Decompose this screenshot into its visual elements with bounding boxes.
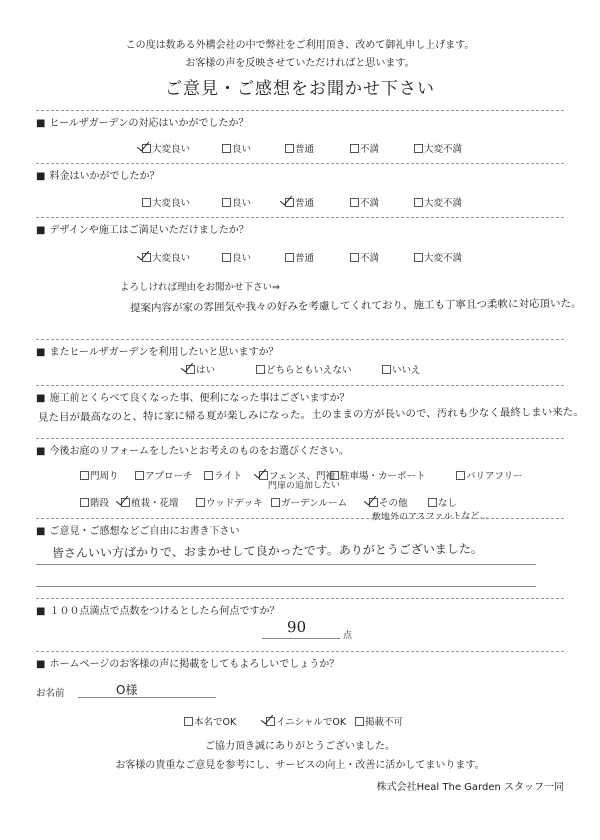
checkbox[interactable] — [135, 471, 144, 480]
checkbox-checked[interactable] — [142, 144, 151, 153]
checkbox[interactable] — [196, 498, 205, 507]
name-line — [78, 697, 216, 698]
q4-option-label: どちらともいえない — [266, 365, 352, 376]
q6-row1-option-0[interactable] — [80, 468, 119, 482]
q6-row1-option-4[interactable] — [330, 468, 426, 482]
q5-label: ■ 施工前とくらべて良くなった事、便利になった事はございますか？ — [36, 393, 350, 404]
q5-answer[interactable]: 見た目が最高なのと、特に家に帰る夏が楽しみになった。土のままの方が長いので、汚れも少なく最終しまい来た。 — [37, 406, 584, 424]
intro-line-2: お客様の声を反映させていただければと思います。 — [185, 58, 415, 69]
q4-option-2[interactable] — [382, 362, 421, 376]
checkbox-checked[interactable] — [121, 498, 130, 507]
section-rule — [36, 110, 564, 111]
q4-label: ■ またヒールザガーデンを利用したいと思いますか？ — [36, 347, 279, 358]
q1-option-0[interactable] — [142, 141, 190, 155]
q6-row2-option-3[interactable] — [271, 495, 347, 509]
q2-option-3[interactable] — [350, 195, 379, 209]
name-label: お名前 — [36, 688, 65, 699]
q4-option-label: はい — [196, 365, 216, 376]
checkbox[interactable] — [285, 144, 294, 153]
q1-option-label: 良い — [232, 144, 252, 155]
checkbox-checked[interactable] — [266, 717, 275, 726]
checkbox-checked[interactable] — [142, 253, 151, 262]
checkbox[interactable] — [355, 717, 364, 726]
q6-row2-option-2[interactable] — [196, 495, 263, 509]
q6-row2-option-0[interactable] — [80, 495, 109, 509]
q1-option-label: 不満 — [360, 144, 380, 155]
q9-option-label: 本名でOK — [194, 717, 237, 728]
checkbox[interactable] — [80, 471, 89, 480]
q6-row2-option-label: 植栽・花壇 — [131, 498, 179, 509]
q2-label: ■ 料金はいかがでしたか？ — [36, 171, 160, 182]
q6-row2-option-label: その他 — [379, 498, 408, 509]
checkbox[interactable] — [414, 198, 423, 207]
q3-option-2[interactable] — [285, 250, 314, 264]
q1-label: ■ ヒールザガーデンの対応はいかがでしたか？ — [36, 118, 249, 129]
checkbox[interactable] — [285, 253, 294, 262]
q2-option-1[interactable] — [222, 195, 251, 209]
q9-option-label: 掲載不可 — [365, 717, 404, 728]
checkbox-checked[interactable] — [259, 471, 268, 480]
section-rule — [36, 163, 564, 164]
q8-score[interactable]: 90 — [286, 617, 307, 637]
q2-option-label: 良い — [232, 198, 252, 209]
q9-option-0[interactable] — [184, 714, 236, 728]
q6-row2-option-label: ガーデンルーム — [281, 498, 348, 509]
q6-row2-option-4[interactable] — [369, 495, 408, 509]
checkbox[interactable] — [414, 144, 423, 153]
q6-row2-option-label: ウッドデッキ — [206, 498, 263, 509]
q3-option-4[interactable] — [414, 250, 462, 264]
checkbox[interactable] — [271, 498, 280, 507]
q6-row1-option-1[interactable] — [135, 468, 193, 482]
checkbox[interactable] — [350, 198, 359, 207]
section-rule — [36, 438, 564, 439]
q6-row2-option-label: なし — [438, 498, 458, 509]
checkbox[interactable] — [222, 144, 231, 153]
checkbox[interactable] — [222, 253, 231, 262]
section-rule — [36, 339, 564, 340]
q1-option-label: 大変良い — [152, 144, 191, 155]
write-line — [36, 564, 536, 565]
page-title: ご意見・ご感想をお聞かせ下さい — [165, 79, 435, 99]
q6-fence-note: 門扉の追加したい — [267, 480, 341, 492]
q3-option-1[interactable] — [222, 250, 251, 264]
intro-line-1: この度は数ある外構会社の中で弊社をご利用頂き、改めて御礼申し上げます。 — [125, 40, 475, 51]
checkbox[interactable] — [142, 198, 151, 207]
q3-option-label: 不満 — [360, 253, 380, 264]
footer-message: お客様の貴重なご意見を参考にし、サービスの向上・改善に活かしてまいります。 — [115, 760, 485, 771]
q2-option-label: 大変良い — [152, 198, 191, 209]
score-line — [262, 638, 340, 639]
q6-row1-option-label: フェンス、門袖 — [269, 471, 336, 482]
checkbox[interactable] — [414, 253, 423, 262]
q2-option-0[interactable] — [142, 195, 190, 209]
checkbox[interactable] — [80, 498, 89, 507]
q6-row2-option-1[interactable] — [121, 495, 179, 509]
q2-option-4[interactable] — [414, 195, 462, 209]
q4-option-label: いいえ — [392, 365, 421, 376]
q6-label: ■ 今後お庭のリフォームをしたいとお考えのものをお選びください。 — [36, 446, 349, 457]
q9-label: ■ ホームページのお客様の声に掲載をしてもよろしいでしょうか？ — [36, 659, 340, 670]
q8-label: ■ １００点満点で点数をつけるとしたら何点ですか？ — [36, 606, 280, 617]
q6-row2-option-5[interactable] — [428, 495, 457, 509]
q6-row2-option-label: 階段 — [90, 498, 110, 509]
section-rule — [36, 518, 564, 519]
q9-option-1[interactable] — [266, 714, 346, 728]
checkbox[interactable] — [350, 253, 359, 262]
q6-row1-option-label: 駐車場・カーポート — [340, 471, 426, 482]
q6-row1-option-5[interactable] — [456, 468, 523, 482]
q3-reason-prompt: よろしければ理由をお聞かせ下さい⇒ — [120, 282, 280, 293]
q3-option-3[interactable] — [350, 250, 379, 264]
q6-row1-option-2[interactable] — [204, 468, 242, 482]
q1-option-3[interactable] — [350, 141, 379, 155]
q6-row1-option-label: バリアフリー — [466, 471, 523, 482]
checkbox[interactable] — [222, 198, 231, 207]
q4-option-1[interactable] — [256, 362, 352, 376]
q7-answer[interactable]: 皆さんいい方ばかりで、おまかせして良かったです。ありがとうございました。 — [51, 541, 483, 561]
checkbox[interactable] — [428, 498, 437, 507]
q1-option-4[interactable] — [414, 141, 462, 155]
q3-option-0[interactable] — [142, 250, 190, 264]
q2-option-label: 大変不満 — [424, 198, 463, 209]
checkbox[interactable] — [204, 471, 213, 480]
q3-option-label: 大変不満 — [424, 253, 463, 264]
footer-thanks: ご協力頂き誠にありがとうございました。 — [205, 741, 395, 752]
checkbox-checked[interactable] — [285, 198, 294, 207]
q6-row1-option-label: ライト — [214, 471, 243, 482]
section-rule — [36, 385, 564, 386]
q1-option-label: 大変不満 — [424, 144, 463, 155]
checkbox[interactable] — [184, 717, 193, 726]
checkbox-checked[interactable] — [369, 498, 378, 507]
q9-option-2[interactable] — [355, 714, 403, 728]
q3-option-label: 普通 — [295, 253, 315, 264]
checkbox-checked[interactable] — [186, 365, 195, 374]
q2-option-2[interactable] — [285, 195, 314, 209]
q2-option-label: 普通 — [295, 198, 315, 209]
checkbox[interactable] — [382, 365, 391, 374]
section-rule — [36, 651, 564, 652]
q6-row1-option-label: アプローチ — [145, 471, 193, 482]
q7-label: ■ ご意見・ご感想などご自由にお書き下さい — [36, 526, 240, 537]
checkbox[interactable] — [456, 471, 465, 480]
section-rule — [36, 598, 564, 599]
q6-row1-option-label: 門周り — [90, 471, 119, 482]
q3-option-label: 大変良い — [152, 253, 191, 264]
q1-option-2[interactable] — [285, 141, 314, 155]
q1-option-1[interactable] — [222, 141, 251, 155]
checkbox[interactable] — [256, 365, 265, 374]
checkbox[interactable] — [350, 144, 359, 153]
q3-option-label: 良い — [232, 253, 252, 264]
section-rule — [36, 217, 564, 218]
write-line — [36, 586, 536, 587]
footer-company: 株式会社Heal The Garden スタッフ一同 — [376, 782, 564, 793]
q1-option-label: 普通 — [295, 144, 315, 155]
q9-option-label: イニシャルでOK — [276, 717, 347, 728]
name-value[interactable]: O様 — [116, 683, 138, 697]
q8-unit: 点 — [343, 631, 353, 641]
q2-option-label: 不満 — [360, 198, 380, 209]
q3-reason-answer[interactable]: 提案内容が家の雰囲気や我々の好みを考慮してくれており、施工も丁寧且つ柔軟に対応頂いた。 — [129, 297, 582, 315]
q3-label: ■ デザインや施工はご満足いただけましたか？ — [36, 225, 249, 236]
q6-other-note: 敷地外のアスファルトなど… — [371, 511, 489, 523]
q4-option-0[interactable] — [186, 362, 215, 376]
